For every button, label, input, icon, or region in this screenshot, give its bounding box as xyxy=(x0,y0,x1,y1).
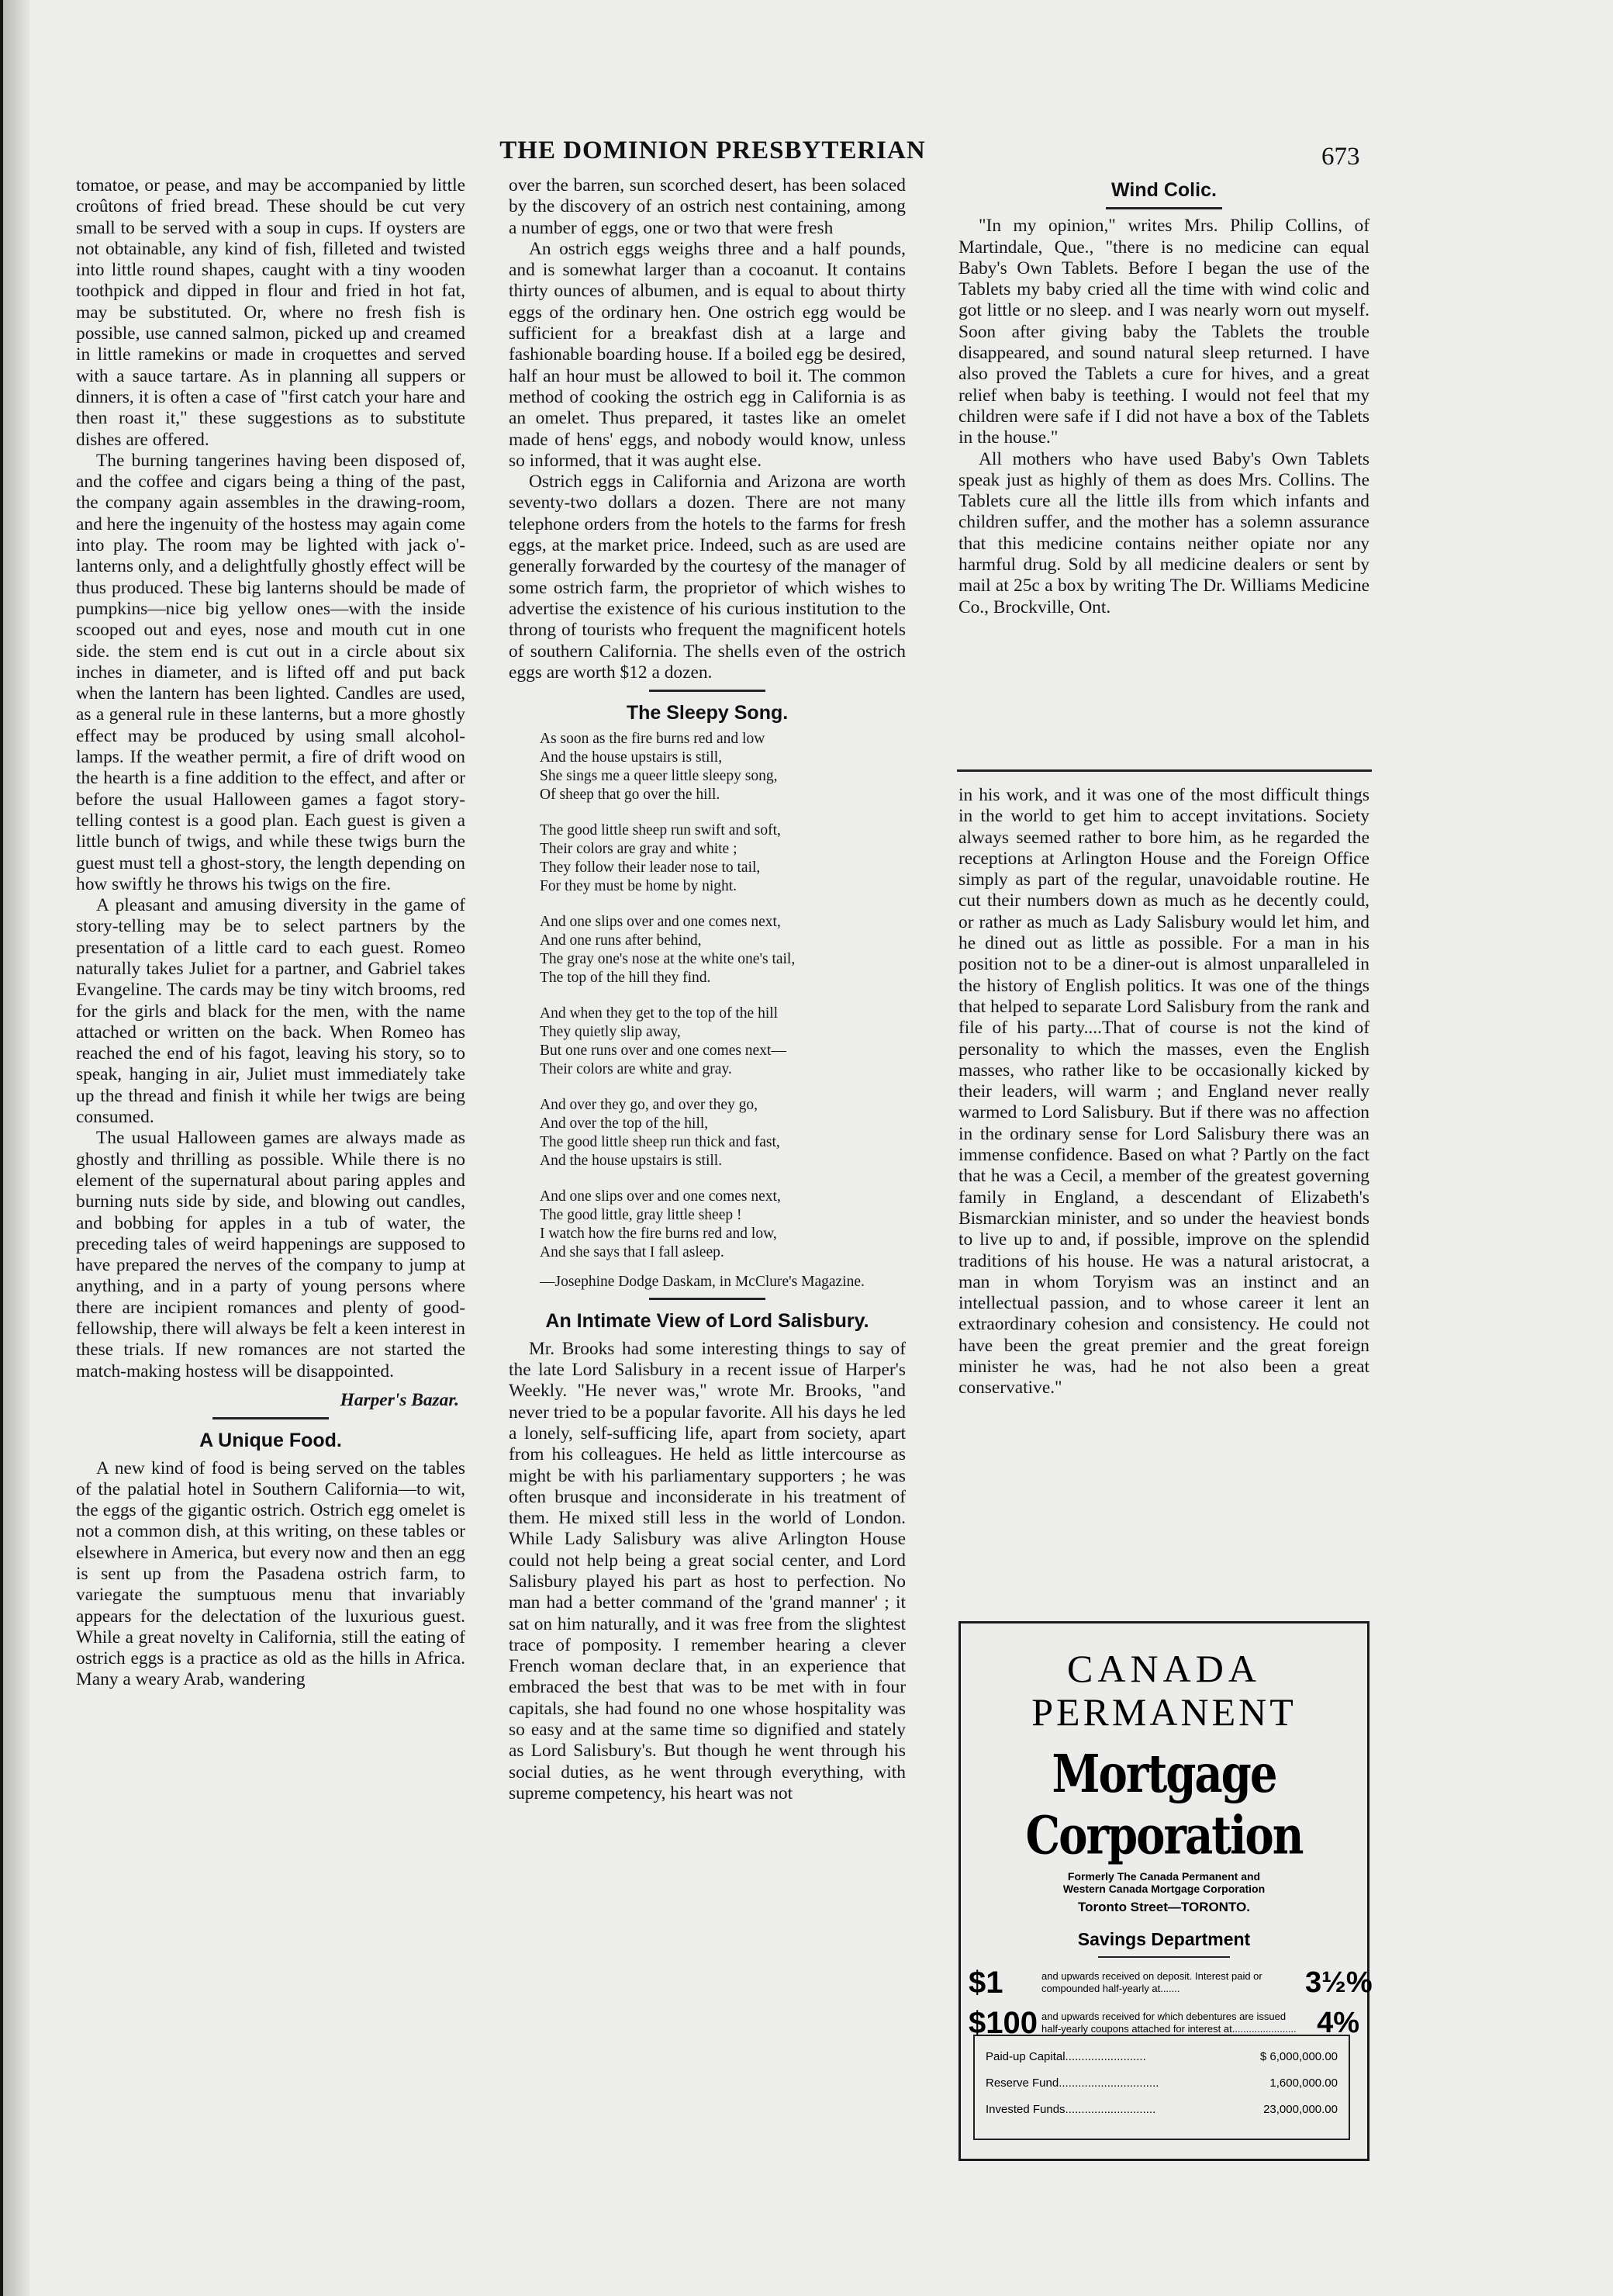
ad-rate-text: and upwards received for which debentures are issued half-yearly coupons attached for interest at....................... xyxy=(1041,2011,1297,2035)
poem-stanza: And one slips over and one comes next, And one runs after behind, The gray one's nose at the white one's tail, The top of the hill they find. xyxy=(540,914,796,987)
ad-title-mortgage-corporation: Mortgage Corporation xyxy=(1025,1743,1303,1867)
ad-rate: 3½% xyxy=(1305,1966,1373,1999)
page-header xyxy=(3,137,1613,175)
poem-stanza: And over they go, and over they go, And over the top of the hill, The good little sheep run thick and fast, And the house upstairs is still. xyxy=(540,1097,780,1170)
binding-shadow xyxy=(3,0,29,2296)
divider xyxy=(212,1417,329,1419)
column-1 xyxy=(76,175,465,1691)
ad-rate: 4% xyxy=(1317,2006,1359,2039)
paragraph: The burning tangerines having been disposed of, and the coffee and cigars being a thing of the past, the company again assembles in the drawing-room, and here the ingenuity of the hostess may again come into play. The room may be lighted with jack o'-lanterns only, and a delightfully ghostly effect will be thus produced. These big lanterns should be made of pumpkins—nice big yellow ones—with the inside scooped out and eyes, nose and mouth cut in one side. the stem end is cut out in a circle about six inches in diameter, and is lifted off and put back when the lantern has been lighted. Candles are used, as a general rule in these lanterns, but a more ghostly effect may be produced by using small alcohol-lamps. If the weather permit, a fire of drift wood on the hearth is a fine addition to the effect, and after or before the usual Halloween games a fagot story-telling contest is a good plan. Each guest is given a little bunch of twigs, and while these twigs burn the guest must tell a ghost-story, the length depending on how swiftly he throws his twigs on the fire. xyxy=(76,450,465,894)
divider xyxy=(649,690,765,692)
masthead-title: THE DOMINION PRESBYTERIAN xyxy=(499,137,926,164)
source-attribution: Harper's Bazar. xyxy=(340,1389,459,1410)
column-2 xyxy=(509,175,906,1804)
ad-rate-row xyxy=(961,1962,1373,2003)
ad-capital-value: $ 6,000,000.00 xyxy=(1259,2050,1338,2063)
advertisement-heading: Wind Colic. xyxy=(1111,179,1217,201)
ad-address: Toronto Street—TORONTO. xyxy=(1078,1900,1250,1914)
divider xyxy=(1106,207,1222,209)
ad-capital-value: 23,000,000.00 xyxy=(1263,2103,1338,2116)
ad-formerly-line: Western Canada Mortgage Corporation xyxy=(1062,1883,1266,1895)
ad-savings-heading: Savings Department xyxy=(1077,1929,1251,1949)
paragraph: over the barren, sun scorched desert, has been solaced by the discovery of an ostrich nest containing, among a number of eggs, one or two that were fresh xyxy=(509,175,906,238)
ad-formerly-line: Formerly The Canada Permanent and xyxy=(1067,1870,1261,1883)
paragraph: Ostrich eggs in California and Arizona are worth seventy-two dollars a dozen. There are not many telephone orders from the hotels to the farms for fresh eggs, at the market price. Indeed, such as are used are generally forwarded by the courtesy of the manager of some ostrich farm, the proprietor of which wishes to advertise the existence of his curious institution to the throng of tourists who frequent the magnificent hotels of southern California. The shells even of the ostrich eggs are worth $12 a dozen. xyxy=(509,472,906,683)
column-3-continued xyxy=(958,785,1369,1399)
poem-heading: The Sleepy Song. xyxy=(626,702,789,724)
paragraph: A pleasant and amusing diversity in the game of story-telling may be to select partners by the presentation of a little card to each guest. Romeo naturally takes Juliet for a partner, and Gabriel takes Evangeline. The cards may be tiny witch brooms, red for the girls and black for the men, with the name attached or written on the back. When Romeo has reached the end of his fagot, leaving his story, so to speak, hanging in air, Juliet must immediately take up the thread and finish it while her twigs are being consumed. xyxy=(76,895,465,1128)
paragraph: in his work, and it was one of the most difficult things in the world to get him to accept invitations. Society always seemed rather to bore him, as he regarded the receptions at Arlington House and the Foreign Office simply as part of the regular, unavoidable routine. He cut their numbers down as much as he decently could, or rather as much as Lady Salisbury would let him, and he dined out as little as possible. For a man in his position not to be a diner-out is almost unparalleled in the history of English politics. It was one of the things that helped to separate Lord Salisbury from the rank and file of his party....That of course is not the kind of personality to which the masses, even the English masses, who rather like to be occasionally kicked by their leaders, will warm ; and England never really warmed to Lord Salisbury. But if there was no affection in the ordinary sense for Lord Salisbury there was an immense confidence. Based on what ? Partly on the fact that he was a Cecil, a member of the greatest governing family in England, a descendant of Elizabeth's Bismarckian minister, and so under the heaviest bonds to live up to and, if possible, improve on the splendid traditions of his house. He was a natural aristocrat, a man in whom Toryism was an instinct and an intellectual passion, and to whose career it lent an extraordinary cohesion and consistency. He could not have been the great premier and the great foreign minister he was, had he not also been a great conservative." xyxy=(958,785,1369,1399)
poem-credit: —Josephine Dodge Daskam, in McClure's Magazine. xyxy=(540,1274,865,1291)
poem-stanza: The good little sheep run swift and soft, Their colors are gray and white ; They follow their leader nose to tail, For they must be home by night. xyxy=(540,822,781,895)
paragraph: All mothers who have used Baby's Own Tablets speak just as highly of them as does Mrs. Collins. The Tablets cure all the little ills from which infants and children suffer, and the mother has a solemn assurance that this medicine contains neither opiate nor any harmful drug. Sold by all medicine dealers or sent by mail at 25c a box by writing The Dr. Williams Medicine Co., Brockville, Ont. xyxy=(958,448,1369,617)
article-heading: A Unique Food. xyxy=(199,1430,342,1452)
ad-rate-text: and upwards received on deposit. Interest paid or compounded half-yearly at....... xyxy=(1041,1970,1262,1994)
divider xyxy=(1098,1956,1230,1958)
mortgage-advertisement xyxy=(958,1621,1373,2161)
newspaper-page xyxy=(3,0,1613,2296)
ad-capital-label: Reserve Fund............................... xyxy=(986,2076,1159,2090)
paragraph: The usual Halloween games are always made as ghostly and thrilling as possible. While there is no element of the supernatural about paring apples and burning nuts side by side, and blowing out candles, and bobbing for apples in a tub of water, the preceding tales of weird happenings are supposed to have prepared the nerves of the company to jump at anything, and in a party of young persons where there are incipient romances and plenty of good-fellowship, there will always be felt a keen interest in these trials. If new romances are not started the match-making hostess will be disappointed. xyxy=(76,1128,465,1381)
ad-title-permanent: PERMANENT xyxy=(1031,1690,1297,1734)
paragraph: A new kind of food is being served on the tables of the palatial hotel in Southern California—to wit, the eggs of the gigantic ostrich. Ostrich egg omelet is not a common dish, at this writing, on these tables or elsewhere in America, but every now and then an egg is sent up from the Pasadena ostrich farm, to variegate the sumptuous menu that invariably appears for the delectation of the luxurious guest. While a great novelty in California, still the eating of ostrich eggs is a practice as old as the hills in Africa. Many a weary Arab, wandering xyxy=(76,1457,465,1690)
ad-capital-row xyxy=(986,2070,1338,2097)
ad-capital-label: Paid-up Capital......................... xyxy=(986,2050,1146,2063)
page-number: 673 xyxy=(1321,143,1360,171)
column-3 xyxy=(958,180,1369,618)
article-heading: An Intimate View of Lord Salisbury. xyxy=(545,1310,869,1333)
poem-stanza: And when they get to the top of the hill They quietly slip away, But one runs over and one comes next— Their colors are white and gray. xyxy=(540,1005,786,1078)
paragraph: "In my opinion," writes Mrs. Philip Collins, of Martindale, Que., "there is no medicine can equal Baby's Own Tablets. Before I began the use of the Tablets my baby cried all the time with wind colic and got little or no sleep. and I was nearly worn out myself. Soon after giving baby the Tablets the trouble disappeared, and sound natural sleep returned. I have also proved the Tablets a cure for hives, and a great relief when baby is teething. I would not feel that my children were safe if I did not have a box of the Tablets in the house." xyxy=(958,216,1369,448)
divider xyxy=(649,1298,765,1300)
poem-stanza: And one slips over and one comes next, The good little, gray little sheep ! I watch how the fire burns red and low, And she says that I fall asleep. xyxy=(540,1188,781,1261)
ad-capital-row xyxy=(986,2044,1338,2070)
ad-capital-box xyxy=(973,2035,1350,2140)
paragraph: tomatoe, or pease, and may be accompanied by little croûtons of fried bread. These should be cut very small to be served with a soup in cups. If oysters are not obtainable, any kind of fish, filleted and twisted into little round shapes, caught with a tiny wooden toothpick and dipped in flour and fried in hot fat, may be substituted. Or, where no fresh fish is possible, use canned salmon, picked up and creamed in little ramekins or made in croquettes and served with a sauce tartare. As in planning all suppers or dinners, it is often a case of "first catch your hare and then roast it," these suggestions as to substitute dishes are offered. xyxy=(76,175,465,450)
ad-amount: $100 xyxy=(969,2005,1038,2040)
column-divider-rule xyxy=(957,769,1372,772)
ad-amount: $1 xyxy=(969,1965,1003,2000)
ad-capital-value: 1,600,000.00 xyxy=(1269,2076,1338,2090)
poem xyxy=(509,730,906,1292)
paragraph: An ostrich eggs weighs three and a half pounds, and is somewhat larger than a cocoanut. It contains thirty ounces of albumen, and is equal to about thirty eggs of the ordinary hen. One ostrich egg would be sufficient for a breakfast dish at a large and fashionable boarding house. If a boiled egg be desired, half an hour must be allowed to boil it. The common method of cooking the ostrich egg in California is as an omelet. Thus prepared, it tastes like an omelet made of hens' eggs, and nobody would know, unless so informed, that it was aught else. xyxy=(509,238,906,471)
paragraph: Mr. Brooks had some interesting things to say of the late Lord Salisbury in a recent issue of Harper's Weekly. "He never was," wrote Mr. Brooks, "and never tried to be a popular favorite. All his days he led a lonely, self-sufficing life, apart from society, apart from his colleagues. He held as little intercourse as might be with his parliamentary supporters ; he was often brusque and inconsiderate in his treatment of them. He mixed still less in the world of London. While Lady Salisbury was alive Arlington House could not help being a great social center, and Lord Salisbury played his part as host to perfection. No man had a better command of the 'grand manner' ; it sat on him naturally, and it was free from the slightest trace of pomposity. I remember hearing a clever French woman declare that, in an experience that embraced the best that was to be met with in four capitals, she had found no one whose hospitality was so easy and at the same time so dignified and stately as Lord Salisbury's. But though he went through his social duties, as he went through everything, with supreme competency, his heart was not xyxy=(509,1338,906,1803)
ad-title-canada: CANADA xyxy=(1067,1647,1261,1690)
poem-stanza: As soon as the fire burns red and low And the house upstairs is still, She sings me a queer little sleepy song, Of sheep that go over the hill. xyxy=(540,731,778,804)
ad-capital-row xyxy=(986,2097,1338,2123)
ad-capital-label: Invested Funds............................ xyxy=(986,2103,1156,2116)
